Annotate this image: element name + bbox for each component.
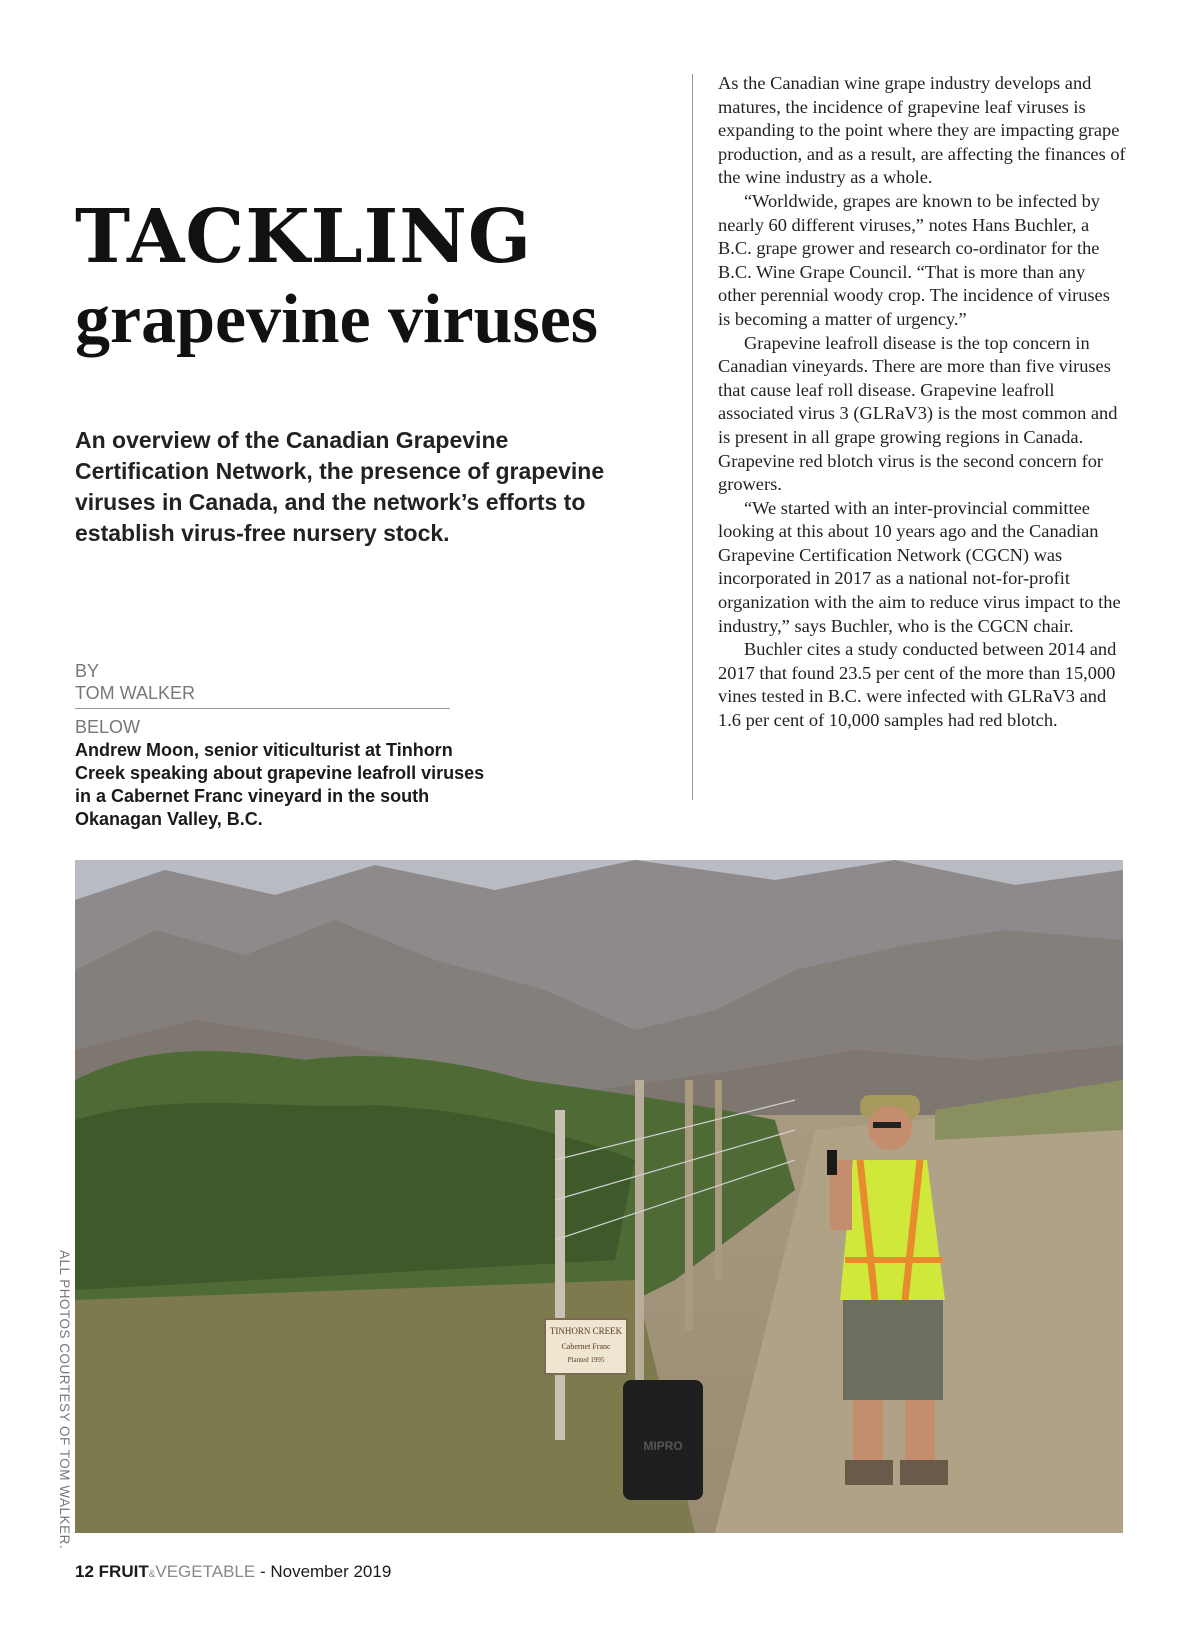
page-footer xyxy=(75,1562,391,1582)
trellis-post xyxy=(685,1080,693,1330)
sign-line-3: Planted 1995 xyxy=(567,1356,605,1364)
issue-date: - November 2019 xyxy=(259,1562,392,1581)
body-paragraph: “We started with an inter-provincial committee looking at this about 10 years ago and the Canadian Grapevine Certification Network (CGCN) was incorporated in 2017 as a national not-for-profit organization with the aim to reduce virus impact to the industry,” says Buchler, who is the CGCN chair. xyxy=(718,497,1121,636)
body-paragraph: “Worldwide, grapes are known to be infected by nearly 60 different viruses,” notes Hans Buchler, a B.C. grape grower and research co-ordinator for the B.C. Wine Grape Council. “That is more than any other perennial woody crop. The incidence of viruses is becoming a matter of urgency.” xyxy=(718,190,1110,329)
speaker-brand: MIPRO xyxy=(643,1439,683,1453)
trellis-post xyxy=(635,1080,644,1400)
headline-sub: grapevine viruses xyxy=(75,281,599,358)
byline xyxy=(75,660,450,709)
byline-label: BY xyxy=(75,661,100,681)
page-number: 12 xyxy=(75,1562,94,1581)
sign-line-1: TINHORN CREEK xyxy=(549,1326,623,1336)
body-paragraph: Grapevine leafroll disease is the top concern in Canadian vineyards. There are more than five viruses that cause leaf roll disease. Grapevine leafroll associated virus 3 (GLRaV3) is the most common and is present in all grape growing regions in Canada. Grapevine red blotch virus is the second concern for growers. xyxy=(718,332,1118,495)
byline-author: TOM WALKER xyxy=(75,683,196,703)
photo-credit-text: ALL PHOTOS COURTESY OF TOM WALKER. xyxy=(57,1250,72,1550)
photo-credit xyxy=(56,1250,73,1550)
grass-strip xyxy=(75,1280,695,1533)
magazine-name-bold: FRUIT xyxy=(98,1562,149,1581)
column-rule xyxy=(692,74,693,800)
body-paragraph: Buchler cites a study conducted between 2014 and 2017 that found 23.5 per cent of the more than 15,000 vines tested in B.C. were infected with GLRaV3 and 1.6 per cent of 10,000 samples had red blotch. xyxy=(718,639,1117,731)
sign-line-2: Cabernet Franc xyxy=(561,1342,611,1351)
article-deck: An overview of the Canadian Grapevine Certification Network, the presence of grapevine viruses in Canada, and the network’s efforts to establish virus-free nursery stock. xyxy=(75,427,605,546)
body-column xyxy=(718,72,1126,733)
vineyard-photo xyxy=(75,860,1123,1533)
magazine-ampersand: & xyxy=(148,1569,156,1580)
trellis-post xyxy=(715,1080,722,1280)
body-paragraph: As the Canadian wine grape industry develops and matures, the incidence of grapevine leaf viruses is expanding to the point where they are impacting grape production, and as a result, are affecting the finances of the wine industry as a whole. xyxy=(718,73,1126,188)
caption-label: BELOW xyxy=(75,717,141,737)
photo-caption xyxy=(75,716,495,831)
magazine-name-light: VEGETABLE xyxy=(155,1562,256,1581)
headline-main: TACKLING xyxy=(75,194,533,280)
caption-text: Andrew Moon, senior viticulturist at Tinhorn Creek speaking about grapevine leafroll viruses in a Cabernet Franc vineyard in the south Okanagan Valley, B.C. xyxy=(75,740,485,829)
